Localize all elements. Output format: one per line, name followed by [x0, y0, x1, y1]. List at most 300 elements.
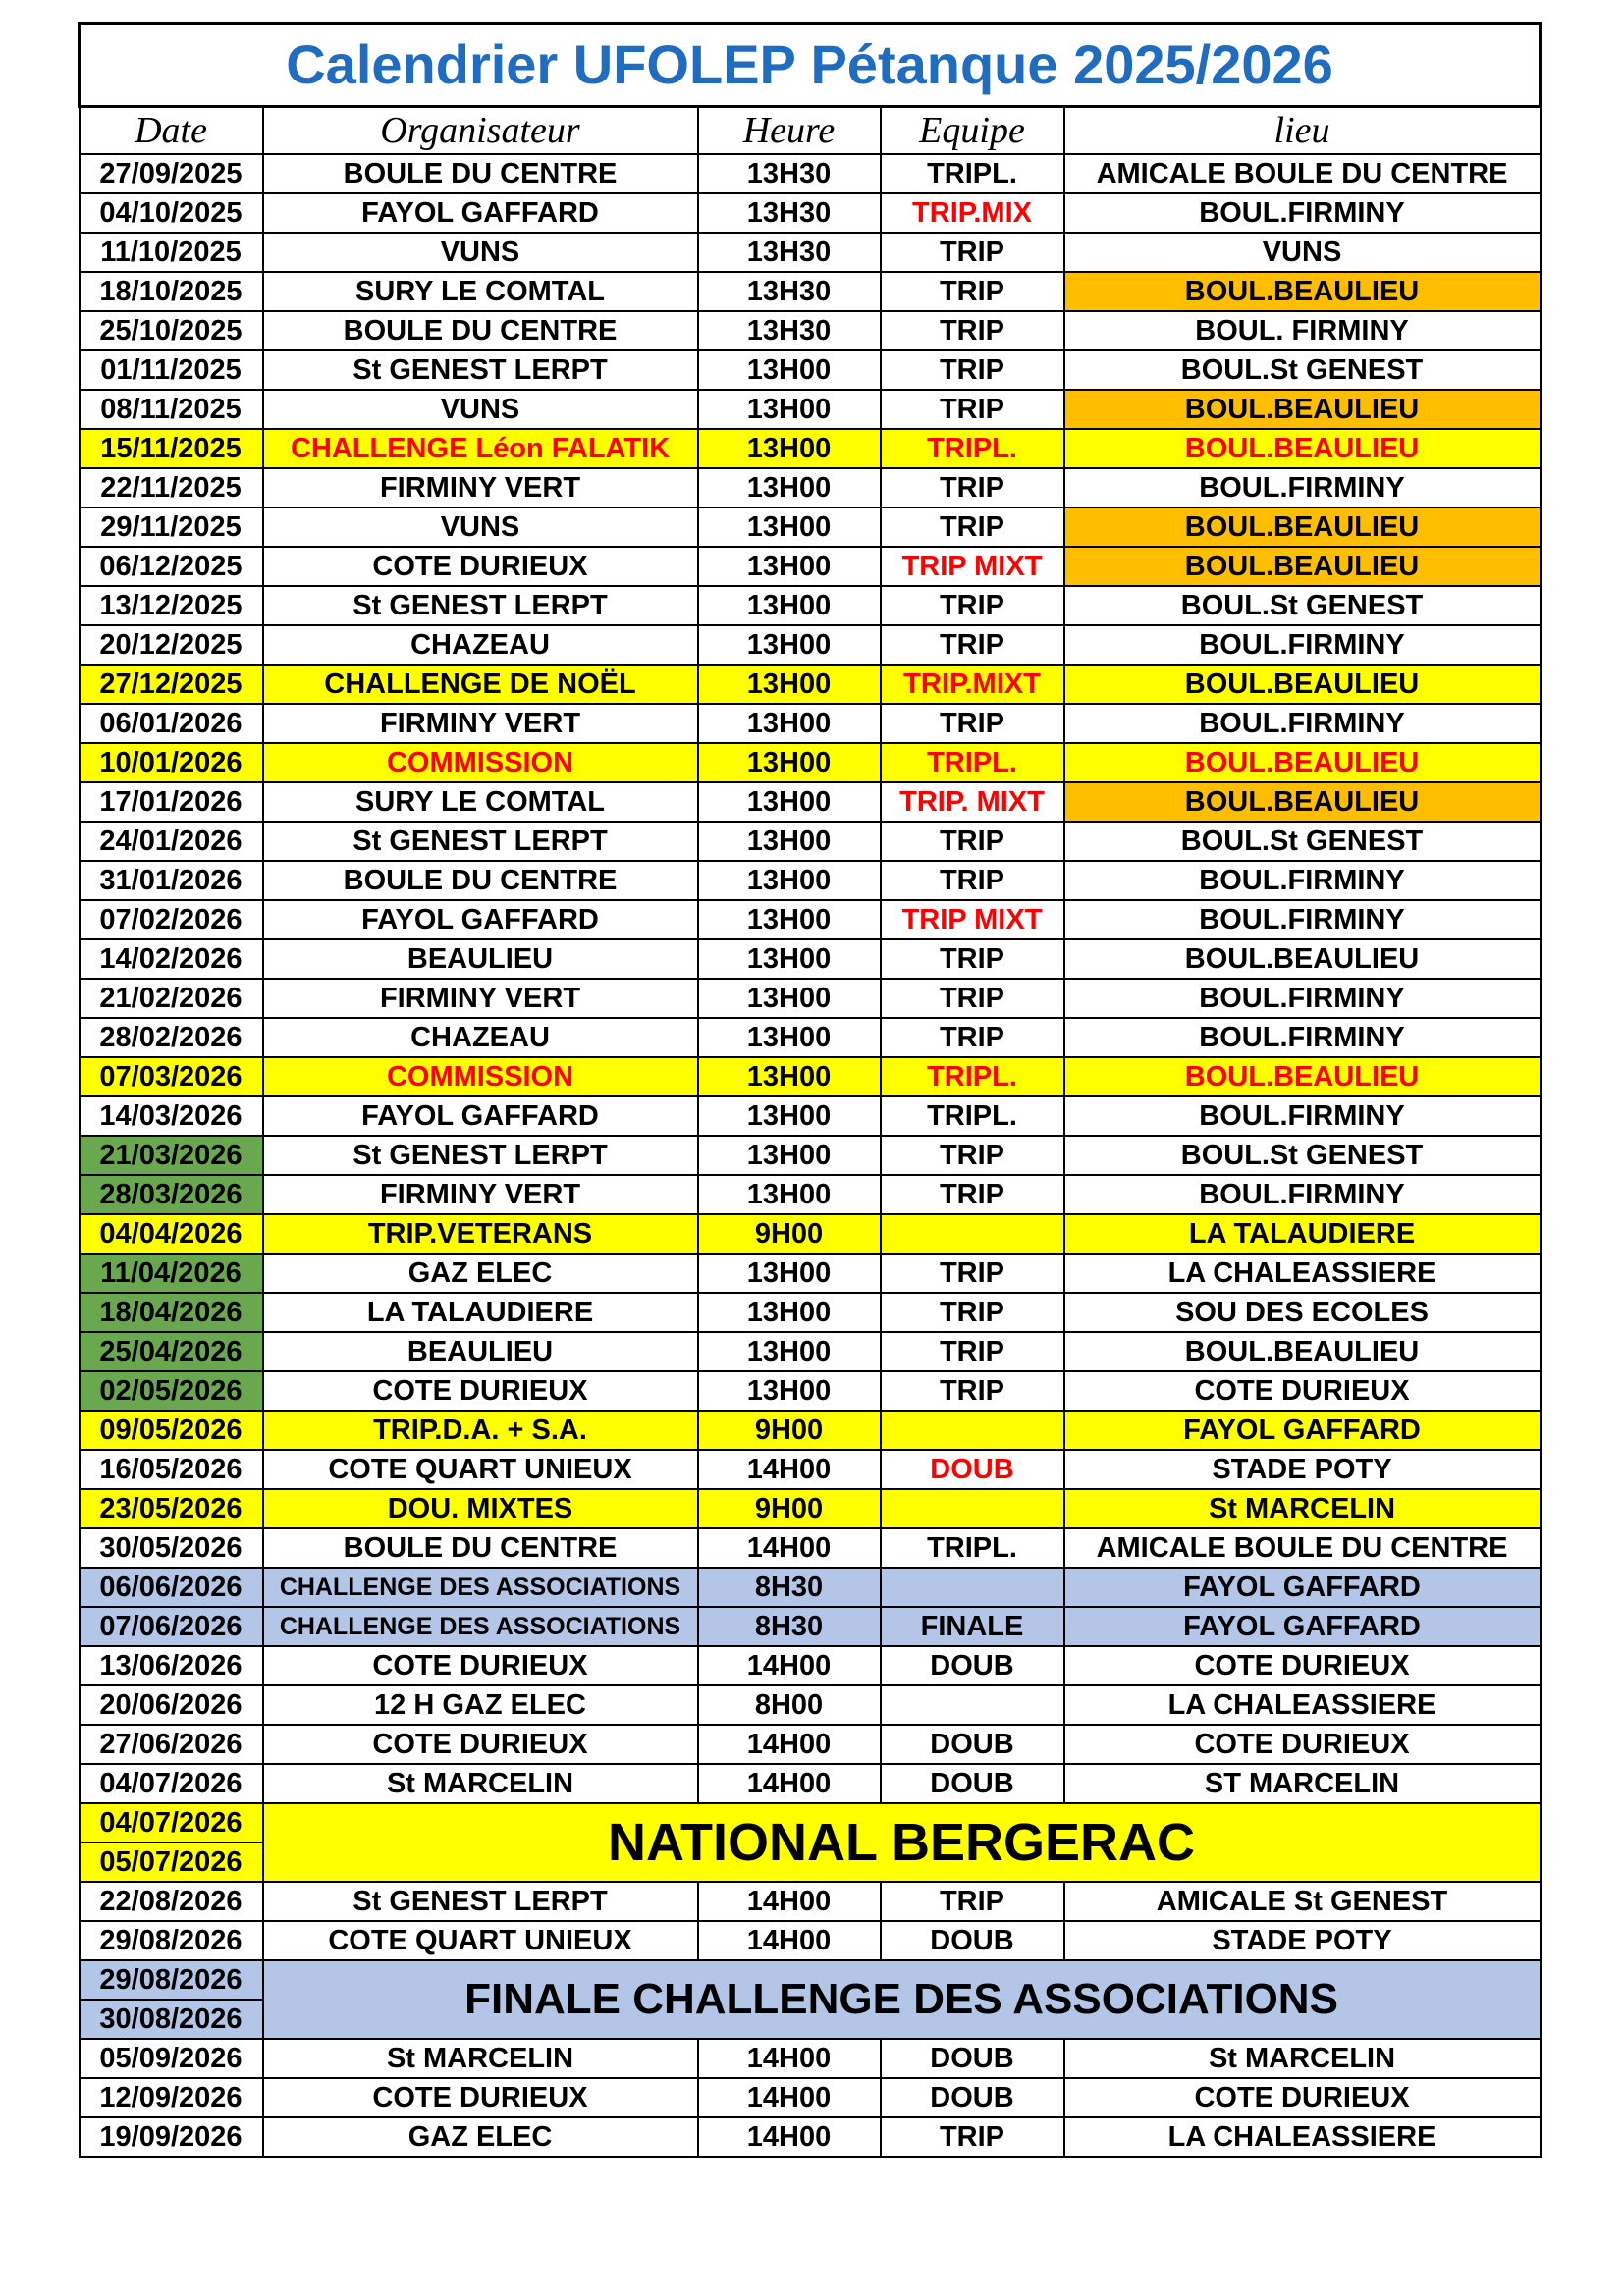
finale-label: FINALE CHALLENGE DES ASSOCIATIONS [263, 1960, 1541, 2039]
cell-heure: 13H00 [698, 390, 881, 429]
cell-heure: 13H00 [698, 547, 881, 586]
cell-equipe: TRIPL. [881, 1057, 1064, 1096]
cell-org: TRIP.VETERANS [263, 1214, 698, 1254]
cell-equipe: TRIP MIXT [881, 547, 1064, 586]
cell-date: 07/06/2026 [80, 1607, 263, 1646]
cell-lieu: BOUL.FIRMINY [1064, 979, 1541, 1018]
cell-lieu: AMICALE St GENEST [1064, 1882, 1541, 1921]
cell-heure: 13H00 [698, 1136, 881, 1175]
table-row [80, 1175, 1541, 1214]
cell-equipe [881, 1489, 1064, 1528]
national-date-2: 05/07/2026 [80, 1842, 263, 1882]
cell-org: FIRMINY VERT [263, 1175, 698, 1214]
cell-heure: 13H00 [698, 1254, 881, 1293]
cell-heure: 8H30 [698, 1607, 881, 1646]
cell-heure: 14H00 [698, 2078, 881, 2117]
cell-date: 08/11/2025 [80, 390, 263, 429]
cell-equipe: DOUB [881, 1764, 1064, 1803]
cell-equipe: TRIPL. [881, 154, 1064, 193]
table-row [80, 1646, 1541, 1685]
cell-equipe: TRIP [881, 704, 1064, 743]
cell-equipe: TRIP [881, 1175, 1064, 1214]
cell-org: FIRMINY VERT [263, 468, 698, 507]
cell-lieu: BOUL.St GENEST [1064, 586, 1541, 625]
cell-date: 25/10/2025 [80, 311, 263, 350]
cell-org: CHALLENGE DES ASSOCIATIONS [263, 1568, 698, 1607]
cell-equipe: TRIP [881, 625, 1064, 665]
table-row [80, 547, 1541, 586]
table-row [80, 665, 1541, 704]
cell-heure: 13H30 [698, 311, 881, 350]
table-row [80, 939, 1541, 979]
cell-lieu: COTE DURIEUX [1064, 1725, 1541, 1764]
cell-date: 27/12/2025 [80, 665, 263, 704]
cell-date: 30/05/2026 [80, 1528, 263, 1568]
schedule-rows-september [80, 2039, 1541, 2157]
cell-equipe: TRIP [881, 822, 1064, 861]
table-row [80, 1568, 1541, 1607]
table-row [80, 1921, 1541, 1960]
table-row [80, 1096, 1541, 1136]
cell-lieu: BOUL.FIRMINY [1064, 468, 1541, 507]
national-block [80, 1803, 1541, 1882]
cell-lieu: BOUL.BEAULIEU [1064, 390, 1541, 429]
cell-lieu: COTE DURIEUX [1064, 1371, 1541, 1411]
table-row [80, 822, 1541, 861]
table-row [80, 1528, 1541, 1568]
cell-lieu: BOUL.FIRMINY [1064, 704, 1541, 743]
cell-org: St GENEST LERPT [263, 822, 698, 861]
cell-date: 11/10/2025 [80, 233, 263, 272]
table-row [80, 1764, 1541, 1803]
cell-date: 04/10/2025 [80, 193, 263, 233]
cell-equipe: TRIP.MIX [881, 193, 1064, 233]
cell-lieu: BOUL. FIRMINY [1064, 311, 1541, 350]
cell-equipe: TRIP [881, 1882, 1064, 1921]
cell-date: 14/03/2026 [80, 1096, 263, 1136]
cell-heure: 13H00 [698, 900, 881, 939]
cell-org: St GENEST LERPT [263, 1882, 698, 1921]
cell-equipe [881, 1214, 1064, 1254]
header-date: Date [80, 107, 263, 155]
table-row [80, 1254, 1541, 1293]
cell-date: 27/09/2025 [80, 154, 263, 193]
table-row [80, 1018, 1541, 1057]
cell-lieu: VUNS [1064, 233, 1541, 272]
cell-heure: 13H00 [698, 979, 881, 1018]
cell-equipe: TRIP [881, 979, 1064, 1018]
cell-equipe: TRIP MIXT [881, 900, 1064, 939]
cell-lieu: STADE POTY [1064, 1921, 1541, 1960]
cell-date: 06/01/2026 [80, 704, 263, 743]
cell-org: BOULE DU CENTRE [263, 311, 698, 350]
cell-org: St GENEST LERPT [263, 586, 698, 625]
cell-org: St MARCELIN [263, 2039, 698, 2078]
cell-org: CHALLENGE DES ASSOCIATIONS [263, 1607, 698, 1646]
table-row [80, 1725, 1541, 1764]
cell-heure: 13H00 [698, 782, 881, 822]
table-row [80, 743, 1541, 782]
cell-equipe: TRIPL. [881, 1096, 1064, 1136]
cell-org: DOU. MIXTES [263, 1489, 698, 1528]
cell-lieu: FAYOL GAFFARD [1064, 1607, 1541, 1646]
cell-date: 19/09/2026 [80, 2117, 263, 2157]
cell-heure: 14H00 [698, 1528, 881, 1568]
cell-date: 04/04/2026 [80, 1214, 263, 1254]
cell-lieu: BOUL.BEAULIEU [1064, 782, 1541, 822]
table-row [80, 1136, 1541, 1175]
cell-heure: 13H30 [698, 154, 881, 193]
cell-equipe: FINALE [881, 1607, 1064, 1646]
table-row [80, 390, 1541, 429]
cell-equipe: DOUB [881, 1450, 1064, 1489]
cell-lieu: COTE DURIEUX [1064, 1646, 1541, 1685]
cell-heure: 13H00 [698, 625, 881, 665]
cell-org: COTE DURIEUX [263, 1725, 698, 1764]
calendar-sheet [78, 22, 1539, 2158]
cell-heure: 13H00 [698, 861, 881, 900]
cell-org: SURY LE COMTAL [263, 272, 698, 311]
cell-heure: 13H00 [698, 665, 881, 704]
table-row [80, 1489, 1541, 1528]
cell-org: CHALLENGE Léon FALATIK [263, 429, 698, 468]
cell-date: 07/02/2026 [80, 900, 263, 939]
table-row [80, 782, 1541, 822]
national-date-1: 04/07/2026 [80, 1803, 263, 1842]
cell-lieu: COTE DURIEUX [1064, 2078, 1541, 2117]
cell-heure: 13H00 [698, 1096, 881, 1136]
cell-heure: 13H30 [698, 193, 881, 233]
cell-date: 29/11/2025 [80, 507, 263, 547]
cell-org: COTE DURIEUX [263, 1646, 698, 1685]
cell-heure: 14H00 [698, 2117, 881, 2157]
cell-equipe: DOUB [881, 1725, 1064, 1764]
cell-org: St MARCELIN [263, 1764, 698, 1803]
cell-equipe: DOUB [881, 1646, 1064, 1685]
cell-equipe: TRIP [881, 2117, 1064, 2157]
cell-org: CHAZEAU [263, 1018, 698, 1057]
cell-lieu: BOUL.BEAULIEU [1064, 743, 1541, 782]
cell-lieu: SOU DES ECOLES [1064, 1293, 1541, 1332]
cell-heure: 13H00 [698, 822, 881, 861]
cell-date: 01/11/2025 [80, 350, 263, 390]
cell-lieu: AMICALE BOULE DU CENTRE [1064, 154, 1541, 193]
cell-equipe: TRIP [881, 311, 1064, 350]
cell-date: 14/02/2026 [80, 939, 263, 979]
cell-date: 09/05/2026 [80, 1411, 263, 1450]
cell-equipe: TRIP [881, 1332, 1064, 1371]
cell-equipe [881, 1411, 1064, 1450]
cell-lieu: BOUL.BEAULIEU [1064, 507, 1541, 547]
page-title: Calendrier UFOLEP Pétanque 2025/2026 [80, 24, 1541, 107]
table-row [80, 2117, 1541, 2157]
cell-equipe: TRIP [881, 1371, 1064, 1411]
cell-lieu: FAYOL GAFFARD [1064, 1568, 1541, 1607]
cell-org: COTE QUART UNIEUX [263, 1921, 698, 1960]
cell-date: 27/06/2026 [80, 1725, 263, 1764]
table-row [80, 193, 1541, 233]
cell-date: 25/04/2026 [80, 1332, 263, 1371]
cell-date: 23/05/2026 [80, 1489, 263, 1528]
cell-lieu: BOUL.BEAULIEU [1064, 272, 1541, 311]
cell-lieu: BOUL.St GENEST [1064, 1136, 1541, 1175]
cell-equipe: TRIP [881, 390, 1064, 429]
cell-equipe: TRIP [881, 272, 1064, 311]
cell-lieu: BOUL.FIRMINY [1064, 861, 1541, 900]
cell-date: 15/11/2025 [80, 429, 263, 468]
cell-lieu: LA TALAUDIERE [1064, 1214, 1541, 1254]
cell-org: VUNS [263, 233, 698, 272]
cell-org: CHALLENGE DE NOËL [263, 665, 698, 704]
table-row [80, 1332, 1541, 1371]
cell-equipe: TRIP [881, 1293, 1064, 1332]
cell-date: 29/08/2026 [80, 1921, 263, 1960]
cell-org: FIRMINY VERT [263, 704, 698, 743]
cell-equipe: TRIP. MIXT [881, 782, 1064, 822]
cell-lieu: BOUL.BEAULIEU [1064, 547, 1541, 586]
cell-date: 18/10/2025 [80, 272, 263, 311]
cell-date: 18/04/2026 [80, 1293, 263, 1332]
national-label: NATIONAL BERGERAC [263, 1803, 1541, 1882]
table-row [80, 1411, 1541, 1450]
cell-heure: 13H30 [698, 233, 881, 272]
cell-date: 02/05/2026 [80, 1371, 263, 1411]
cell-lieu: BOUL.BEAULIEU [1064, 1332, 1541, 1371]
finale-block [80, 1960, 1541, 2039]
table-row [80, 704, 1541, 743]
cell-equipe: TRIP [881, 1136, 1064, 1175]
cell-date: 06/06/2026 [80, 1568, 263, 1607]
cell-heure: 9H00 [698, 1214, 881, 1254]
cell-lieu: BOUL.BEAULIEU [1064, 429, 1541, 468]
cell-org: 12 H GAZ ELEC [263, 1685, 698, 1725]
table-row [80, 154, 1541, 193]
table-row [80, 350, 1541, 390]
cell-heure: 14H00 [698, 1921, 881, 1960]
cell-lieu: BOUL.St GENEST [1064, 350, 1541, 390]
cell-equipe [881, 1685, 1064, 1725]
cell-equipe: TRIP [881, 939, 1064, 979]
cell-org: FAYOL GAFFARD [263, 193, 698, 233]
cell-org: CHAZEAU [263, 625, 698, 665]
cell-heure: 13H00 [698, 507, 881, 547]
cell-date: 21/03/2026 [80, 1136, 263, 1175]
cell-date: 28/02/2026 [80, 1018, 263, 1057]
cell-lieu: BOUL.BEAULIEU [1064, 665, 1541, 704]
cell-equipe: TRIP [881, 233, 1064, 272]
cell-lieu: BOUL.FIRMINY [1064, 1096, 1541, 1136]
table-row [80, 233, 1541, 272]
cell-heure: 13H00 [698, 1175, 881, 1214]
cell-lieu: St MARCELIN [1064, 1489, 1541, 1528]
cell-org: FIRMINY VERT [263, 979, 698, 1018]
cell-date: 07/03/2026 [80, 1057, 263, 1096]
cell-date: 13/12/2025 [80, 586, 263, 625]
cell-org: BOULE DU CENTRE [263, 154, 698, 193]
cell-org: FAYOL GAFFARD [263, 1096, 698, 1136]
cell-lieu: St MARCELIN [1064, 2039, 1541, 2078]
cell-lieu: BOUL.St GENEST [1064, 822, 1541, 861]
cell-org: GAZ ELEC [263, 1254, 698, 1293]
cell-org: COTE DURIEUX [263, 2078, 698, 2117]
cell-date: 22/08/2026 [80, 1882, 263, 1921]
cell-lieu: BOUL.FIRMINY [1064, 193, 1541, 233]
table-row [80, 979, 1541, 1018]
cell-heure: 13H00 [698, 586, 881, 625]
cell-org: TRIP.D.A. + S.A. [263, 1411, 698, 1450]
cell-heure: 13H30 [698, 272, 881, 311]
cell-equipe [881, 1568, 1064, 1607]
cell-heure: 13H00 [698, 350, 881, 390]
cell-equipe: TRIPL. [881, 743, 1064, 782]
cell-org: COMMISSION [263, 1057, 698, 1096]
cell-date: 10/01/2026 [80, 743, 263, 782]
cell-equipe: TRIP [881, 586, 1064, 625]
table-row [80, 311, 1541, 350]
cell-lieu: LA CHALEASSIERE [1064, 2117, 1541, 2157]
table-row [80, 625, 1541, 665]
cell-org: St GENEST LERPT [263, 1136, 698, 1175]
table-row [80, 2078, 1541, 2117]
cell-equipe: TRIP [881, 507, 1064, 547]
table-row [80, 429, 1541, 468]
cell-heure: 13H00 [698, 468, 881, 507]
cell-date: 13/06/2026 [80, 1646, 263, 1685]
cell-heure: 13H00 [698, 743, 881, 782]
cell-equipe: DOUB [881, 2039, 1064, 2078]
cell-lieu: STADE POTY [1064, 1450, 1541, 1489]
cell-date: 17/01/2026 [80, 782, 263, 822]
cell-date: 20/12/2025 [80, 625, 263, 665]
cell-heure: 13H00 [698, 1371, 881, 1411]
cell-org: COMMISSION [263, 743, 698, 782]
cell-date: 04/07/2026 [80, 1764, 263, 1803]
table-row [80, 1450, 1541, 1489]
cell-org: VUNS [263, 507, 698, 547]
cell-heure: 13H00 [698, 1018, 881, 1057]
table-row [80, 468, 1541, 507]
cell-date: 24/01/2026 [80, 822, 263, 861]
cell-org: GAZ ELEC [263, 2117, 698, 2157]
cell-lieu: BOUL.FIRMINY [1064, 900, 1541, 939]
header-equipe: Equipe [881, 107, 1064, 155]
table-row [80, 900, 1541, 939]
cell-heure: 14H00 [698, 1450, 881, 1489]
cell-lieu: AMICALE BOULE DU CENTRE [1064, 1528, 1541, 1568]
cell-heure: 14H00 [698, 2039, 881, 2078]
cell-date: 28/03/2026 [80, 1175, 263, 1214]
table-row [80, 272, 1541, 311]
cell-heure: 13H00 [698, 1332, 881, 1371]
cell-org: BEAULIEU [263, 939, 698, 979]
cell-date: 11/04/2026 [80, 1254, 263, 1293]
table-row [80, 586, 1541, 625]
cell-date: 21/02/2026 [80, 979, 263, 1018]
cell-equipe: TRIP [881, 350, 1064, 390]
cell-lieu: BOUL.FIRMINY [1064, 1018, 1541, 1057]
header-heure: Heure [698, 107, 881, 155]
table-row [80, 1214, 1541, 1254]
cell-date: 22/11/2025 [80, 468, 263, 507]
table-row [80, 1607, 1541, 1646]
cell-heure: 13H00 [698, 1293, 881, 1332]
cell-lieu: FAYOL GAFFARD [1064, 1411, 1541, 1450]
cell-heure: 14H00 [698, 1882, 881, 1921]
cell-heure: 9H00 [698, 1411, 881, 1450]
cell-lieu: ST MARCELIN [1064, 1764, 1541, 1803]
cell-lieu: LA CHALEASSIERE [1064, 1685, 1541, 1725]
cell-lieu: BOUL.BEAULIEU [1064, 939, 1541, 979]
cell-date: 06/12/2025 [80, 547, 263, 586]
finale-date-1: 29/08/2026 [80, 1960, 263, 2000]
cell-org: St GENEST LERPT [263, 350, 698, 390]
cell-equipe: TRIP.MIXT [881, 665, 1064, 704]
cell-heure: 13H00 [698, 429, 881, 468]
table-row [80, 1882, 1541, 1921]
cell-date: 05/09/2026 [80, 2039, 263, 2078]
table-row [80, 1293, 1541, 1332]
table-row [80, 2039, 1541, 2078]
cell-date: 31/01/2026 [80, 861, 263, 900]
cell-heure: 14H00 [698, 1725, 881, 1764]
cell-org: LA TALAUDIERE [263, 1293, 698, 1332]
cell-heure: 9H00 [698, 1489, 881, 1528]
schedule-rows [80, 154, 1541, 1803]
finale-date-2: 30/08/2026 [80, 2000, 263, 2039]
cell-heure: 8H30 [698, 1568, 881, 1607]
cell-org: VUNS [263, 390, 698, 429]
cell-date: 20/06/2026 [80, 1685, 263, 1725]
table-row [80, 861, 1541, 900]
cell-equipe: TRIP [881, 861, 1064, 900]
cell-lieu: LA CHALEASSIERE [1064, 1254, 1541, 1293]
cell-heure: 14H00 [698, 1764, 881, 1803]
table-row [80, 1371, 1541, 1411]
cell-lieu: BOUL.FIRMINY [1064, 625, 1541, 665]
cell-heure: 8H00 [698, 1685, 881, 1725]
cell-org: SURY LE COMTAL [263, 782, 698, 822]
table-row [80, 507, 1541, 547]
cell-heure: 13H00 [698, 704, 881, 743]
cell-equipe: TRIPL. [881, 1528, 1064, 1568]
cell-equipe: DOUB [881, 1921, 1064, 1960]
cell-equipe: TRIP [881, 1018, 1064, 1057]
table-row [80, 1057, 1541, 1096]
cell-org: COTE DURIEUX [263, 1371, 698, 1411]
cell-equipe: TRIPL. [881, 429, 1064, 468]
cell-heure: 13H00 [698, 1057, 881, 1096]
cell-heure: 14H00 [698, 1646, 881, 1685]
table-row [80, 1685, 1541, 1725]
cell-date: 12/09/2026 [80, 2078, 263, 2117]
header-lieu: lieu [1064, 107, 1541, 155]
cell-lieu: BOUL.FIRMINY [1064, 1175, 1541, 1214]
cell-org: COTE DURIEUX [263, 547, 698, 586]
schedule-rows-august [80, 1882, 1541, 1960]
header-organisateur: Organisateur [263, 107, 698, 155]
cell-equipe: DOUB [881, 2078, 1064, 2117]
cell-org: FAYOL GAFFARD [263, 900, 698, 939]
cell-org: COTE QUART UNIEUX [263, 1450, 698, 1489]
cell-date: 16/05/2026 [80, 1450, 263, 1489]
cell-equipe: TRIP [881, 468, 1064, 507]
cell-heure: 13H00 [698, 939, 881, 979]
calendar-table [78, 22, 1542, 2158]
cell-org: BOULE DU CENTRE [263, 861, 698, 900]
cell-org: BEAULIEU [263, 1332, 698, 1371]
cell-equipe: TRIP [881, 1254, 1064, 1293]
cell-lieu: BOUL.BEAULIEU [1064, 1057, 1541, 1096]
